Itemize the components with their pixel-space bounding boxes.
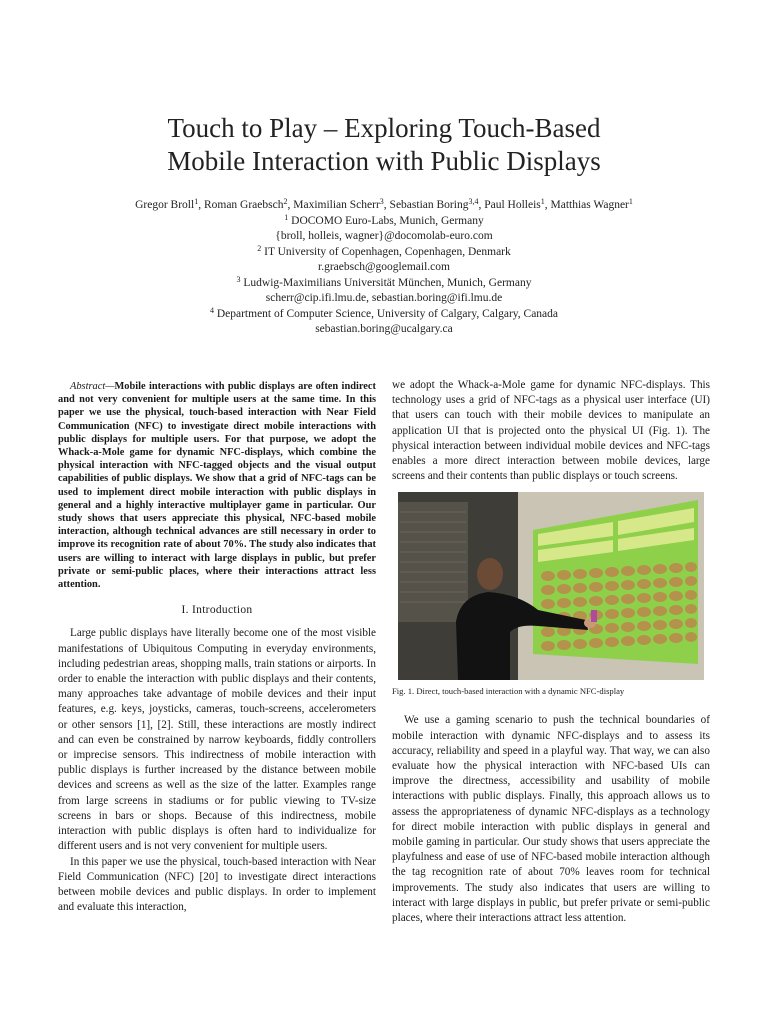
affiliation-name: Department of Computer Science, University of Calgary, Calgary, Canada [213,307,559,320]
email-3: scherr@cip.ifi.lmu.de, sebastian.boring@ifi.lmu.de [265,292,503,304]
figure-1-photo [398,492,704,680]
right-column [392,378,710,926]
left-column [58,380,376,915]
figure-1-caption: Fig. 1. Direct, touch-based interaction with a dynamic NFC-display [392,686,625,697]
section-heading-introduction: I. Introduction [181,604,253,617]
affiliation-2 [40,245,728,261]
author-sup: 1 [540,197,545,206]
author-name: , Paul Holleis [478,199,541,211]
author-sup: 1 [194,197,199,206]
intro-paragraph-2: In this paper we use the physical, touch-based interaction with Near Field Communication (NFC) [20] to investigate direct interactions between mobile devices and public displays. In order to implement and evaluate this interaction, [58,855,376,914]
abstract-lead: Abstract— [70,381,115,392]
title-line-1: Touch to Play – Exploring Touch-Based [167,113,601,143]
author-name: Gregor Broll [135,199,195,211]
affiliation-sup: 4 [209,305,214,315]
email-2: r.graebsch@googlemail.com [318,261,450,273]
affiliation-name: Ludwig-Maximilians Universität München, Munich, Germany [240,276,532,289]
email-1: {broll, holleis, wagner}@docomolab-euro.com [275,230,493,242]
right-paragraph-1: we adopt the Whack-a-Mole game for dynamic NFC-displays. This technology uses a grid of NFC-tags as a physical user interface (UI) that users can touch with their mobile devices to manipulate an application UI that is projected onto the physical UI (Fig. 1). The physical interaction between individual mobile devices and NFC-tags enables a more direct interaction between mobile devices, large screens and their contents than public displays or touch screens. [392,379,710,483]
right-paragraph-2: We use a gaming scenario to push the technical boundaries of mobile interaction with dynamic NFC-displays and to assess its accuracy, reliability and speed in a playful way. That way, we can also evaluate how the physical interaction with NFC-based UIs can improve the directness, accessibility and usability of mobile interactions with public displays. Finally, this approach allows us to assess the appropriateness of dynamic NFC-displays as a technology for direct mobile interaction with public displays in general and mobile gaming in particular. Our study shows that users appreciate the playfulness and ease of use of NFC-based mobile interaction although the tag recognition rate of about 70% leaves room for technical improvements. The study also indicates that users are willing to interact with large displays in public, but prefer private or semi-public places, where their interactions attract less attention. [392,714,710,925]
figure-photo-drawing [398,492,704,680]
affiliation-3 [40,276,728,292]
affiliation-sup: 3 [236,274,241,284]
author-name: , Matthias Wagner [544,199,629,211]
author-name: , Maximilian Scherr [287,199,380,211]
paper-title [60,112,708,178]
author-name: , Roman Graebsch [198,199,284,211]
title-line-2: Mobile Interaction with Public Displays [167,146,601,176]
author-block [40,198,728,338]
email-4: sebastian.boring@ucalgary.ca [315,323,453,335]
affiliation-sup: 2 [257,243,262,253]
author-sup: 2 [283,197,288,206]
author-sup: 1 [628,197,633,206]
author-list [40,198,728,214]
author-sup: 3,4 [468,197,479,206]
abstract [58,380,376,591]
affiliation-1 [40,214,728,230]
abstract-text: Mobile interactions with public displays are often indirect and not very convenient for multiple users at the same time. In this paper we use the physical, touch-based interaction with Near Field Communication (NFC) to investigate direct mobile interactions with public displays for multiple users. For that purpose, we adopt the Whack-a-Mole game for dynamic NFC-displays, which combine the physical interaction with NFC-tagged objects and the visual output capabilities of public displays. We show that a grid of NFC-tags can be used to implement direct mobile interaction with public displays in general and a highly interactive multiplayer game in particular. Our study shows that users appreciate this physical, NFC-based mobile interaction, although technical advances are still necessary in order to improve its recognition rate of about 70%. The study also indicates that users are willing to interact with large displays in public, but prefer private or semi-public places, where their interactions attract less attention. [58,381,376,591]
affiliation-name: IT University of Copenhagen, Copenhagen, Denmark [261,245,511,258]
intro-paragraph-1: Large public displays have literally become one of the most visible manifestations of Ubiquitous Computing in everyday environments, including pedestrian areas, shopping malls, train stations or airports. In order to enable the interaction with public displays and their contents, many approaches take advantage of mobile devices and their input features, e.g. keys, joysticks, cameras, touch-screens, accelerometers or other sensors [1], [2]. Still, these interactions are mostly indirect and can even be constrained by narrow keyboards, fiddly controllers or imprecise sensors. This indirectness of mobile interaction with public displays is further increased by the distance between mobile devices and screens as well as the size of the latter. Examples range from large screens in stadiums or for public viewing to TV-size screens in bars or shops. Because of this indirectness, mobile interaction with public displays is often hard to individualize for different users and is not very convenient for multiple users. [58,627,376,853]
affiliation-sup: 1 [284,212,289,222]
affiliation-name: DOCOMO Euro-Labs, Munich, Germany [288,214,484,227]
author-sup: 3 [379,197,384,206]
author-name: , Sebastian Boring [383,199,469,211]
affiliation-4 [40,307,728,323]
